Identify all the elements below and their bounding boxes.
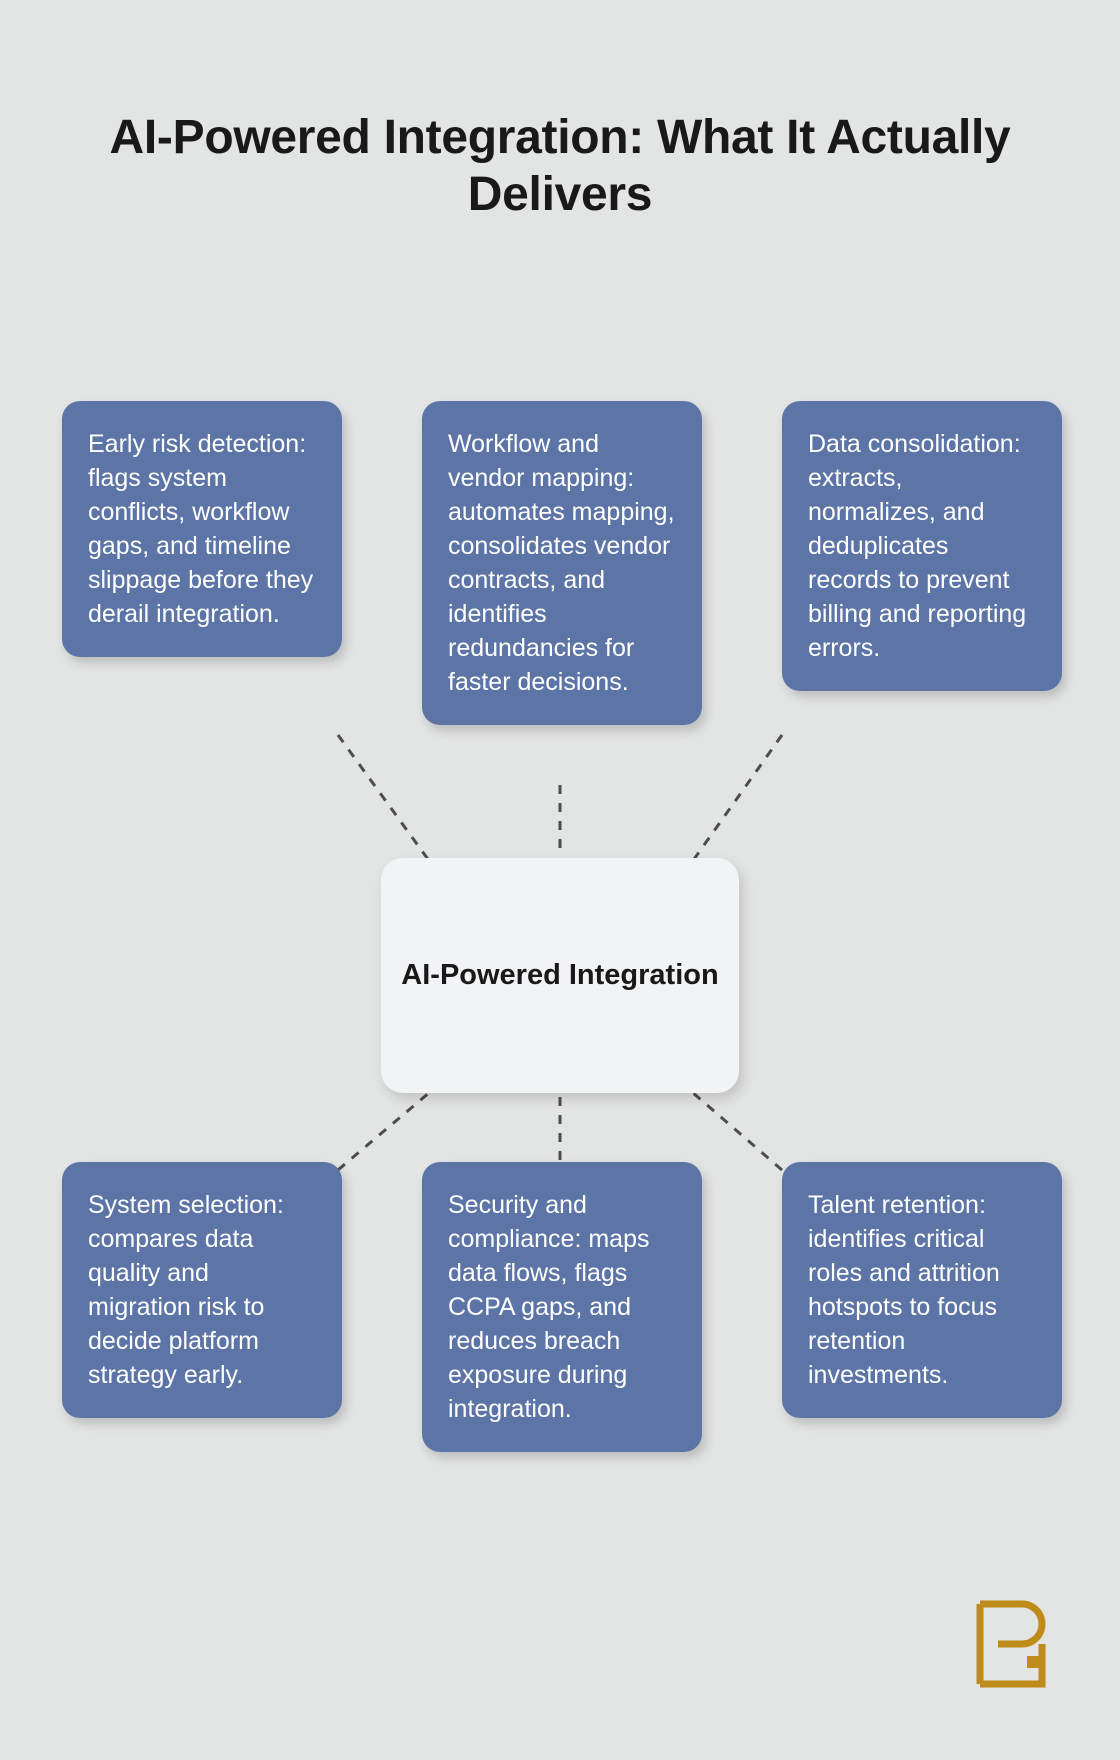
node-text: Security and compliance: maps data flows, flags CCPA gaps, and reduces breach exposure during integration.	[448, 1191, 650, 1423]
node-text: Early risk detection: flags system conflicts, workflow gaps, and timeline slippage before they derail integration.	[88, 430, 314, 628]
node-system-selection[interactable]	[62, 1162, 342, 1418]
node-early-risk-detection[interactable]	[62, 401, 342, 657]
node-workflow-vendor-mapping[interactable]	[422, 401, 702, 725]
node-talent-retention[interactable]	[782, 1162, 1062, 1418]
connector-line-6	[692, 1092, 782, 1170]
center-node[interactable]	[381, 858, 739, 1093]
page-title: AI-Powered Integration: What It Actually Delivers	[109, 111, 1011, 221]
center-node-label: AI-Powered Integration	[401, 959, 719, 992]
brand-logo-icon	[972, 1600, 1050, 1688]
node-text: System selection: compares data quality and migration risk to decide platform strategy early.	[88, 1191, 284, 1389]
node-security-compliance[interactable]	[422, 1162, 702, 1452]
connector-line-4	[338, 1092, 430, 1170]
node-text: Talent retention: identifies critical roles and attrition hotspots to focus retention investments.	[808, 1191, 1000, 1389]
connector-line-3	[692, 735, 782, 862]
connector-line-1	[338, 735, 430, 862]
node-data-consolidation[interactable]	[782, 401, 1062, 691]
node-text: Data consolidation: extracts, normalizes, and deduplicates records to prevent billing and reporting errors.	[808, 430, 1027, 662]
node-text: Workflow and vendor mapping: automates mapping, consolidates vendor contracts, and identifies redundancies for faster decisions.	[448, 430, 675, 696]
